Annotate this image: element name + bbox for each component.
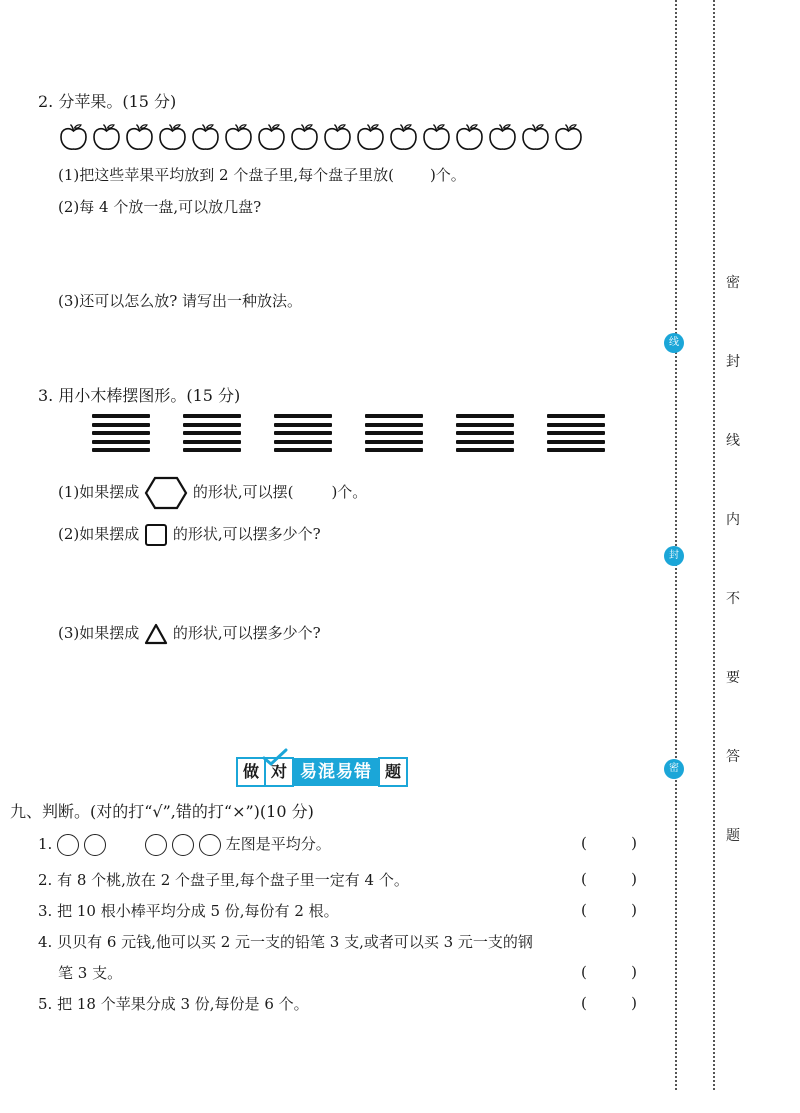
apple-icon	[355, 122, 386, 152]
seal-dotted-line-outer	[713, 0, 715, 1090]
q3-p3-suffix: 的形状,可以摆多少个?	[172, 624, 321, 642]
wooden-stick	[274, 414, 332, 418]
apple-icon	[256, 122, 287, 152]
judge-item-4: 4. 贝贝有 6 元钱,他可以买 2 元一支的铅笔 3 支,或者可以买 3 元一支的钢	[38, 933, 533, 951]
apple-icon	[388, 122, 419, 152]
seal-char: 题	[726, 828, 740, 844]
wooden-stick	[456, 448, 514, 452]
question-2-title: 2. 分苹果。(15 分)	[38, 92, 177, 111]
q3-p1-mid: 的形状,可以摆(	[192, 483, 294, 501]
wooden-stick	[547, 414, 605, 418]
wooden-stick	[92, 414, 150, 418]
judge-item-number: 1.	[38, 835, 53, 853]
circle-icon	[57, 834, 79, 856]
apple-icon	[58, 122, 89, 152]
apple-row	[58, 122, 584, 152]
wooden-stick	[456, 440, 514, 444]
wooden-stick	[365, 414, 423, 418]
wooden-stick	[92, 440, 150, 444]
wooden-stick	[92, 431, 150, 435]
wooden-stick	[92, 423, 150, 427]
seal-badge-3: 密	[664, 759, 684, 779]
circle-icon	[145, 834, 167, 856]
wooden-stick	[456, 423, 514, 427]
seal-dotted-line-inner	[675, 0, 677, 1090]
wooden-stick	[183, 423, 241, 427]
question-2-part-3: (3)还可以怎么放? 请写出一种放法。	[58, 292, 303, 310]
question-3-title: 3. 用小木棒摆图形。(15 分)	[38, 386, 241, 405]
wooden-stick	[183, 448, 241, 452]
stick-bundle	[92, 414, 150, 452]
q3-p1-suffix: )个。	[331, 483, 368, 501]
q3-p1-text: (1)如果摆成	[58, 483, 140, 501]
triangle-icon	[144, 623, 168, 645]
answer-paren-3[interactable]: ( )	[581, 901, 637, 919]
question-2-part-1	[58, 165, 466, 185]
apple-icon	[322, 122, 353, 152]
question-3-part-2	[58, 522, 321, 547]
wooden-stick	[274, 423, 332, 427]
wooden-stick	[547, 431, 605, 435]
banner-title: 易混易错	[294, 758, 378, 786]
wooden-stick	[183, 440, 241, 444]
checkmark-icon	[262, 748, 288, 766]
banner-second-char: 对	[266, 757, 294, 787]
apple-icon	[157, 122, 188, 152]
wooden-stick	[92, 448, 150, 452]
wooden-stick	[365, 431, 423, 435]
section-9-title: 九、判断。(对的打“√”,错的打“×”)(10 分)	[10, 802, 314, 821]
wooden-stick	[183, 414, 241, 418]
stick-bundles	[92, 414, 605, 452]
apple-icon	[289, 122, 320, 152]
stick-bundle	[456, 414, 514, 452]
wooden-stick	[274, 448, 332, 452]
stick-bundle	[365, 414, 423, 452]
wooden-stick	[547, 423, 605, 427]
question-3-part-3	[58, 621, 321, 645]
apple-icon	[190, 122, 221, 152]
answer-paren-2[interactable]: ( )	[581, 870, 637, 888]
apple-icon	[223, 122, 254, 152]
answer-paren-5[interactable]: ( )	[581, 994, 637, 1012]
apple-icon	[520, 122, 551, 152]
apple-icon	[91, 122, 122, 152]
wooden-stick	[547, 440, 605, 444]
wooden-stick	[456, 431, 514, 435]
wooden-stick	[365, 448, 423, 452]
judge-item-3: 3. 把 10 根小棒平均分成 5 份,每份有 2 根。	[38, 902, 339, 920]
seal-char: 密	[726, 275, 740, 291]
stick-bundle	[274, 414, 332, 452]
stick-bundle	[547, 414, 605, 452]
judge-item-2: 2. 有 8 个桃,放在 2 个盘子里,每个盘子里一定有 4 个。	[38, 871, 409, 889]
judge-item-5: 5. 把 18 个苹果分成 3 份,每份是 6 个。	[38, 995, 309, 1013]
judge-item-text: 左图是平均分。	[225, 835, 331, 853]
wooden-stick	[456, 414, 514, 418]
q2-p1-suffix: )个。	[429, 166, 466, 184]
seal-char: 要	[726, 670, 740, 686]
seal-badge-1: 线	[664, 333, 684, 353]
q3-p3-text: (3)如果摆成	[58, 624, 140, 642]
apple-icon	[454, 122, 485, 152]
wooden-stick	[365, 440, 423, 444]
stick-bundle	[183, 414, 241, 452]
banner-right-char: 题	[378, 757, 408, 787]
apple-icon	[487, 122, 518, 152]
judge-item-4-continued: 笔 3 支。	[58, 964, 123, 982]
apple-icon	[421, 122, 452, 152]
answer-paren-4[interactable]: ( )	[581, 963, 637, 981]
wooden-stick	[365, 423, 423, 427]
q2-p1-text: (1)把这些苹果平均放到 2 个盘子里,每个盘子里放(	[58, 166, 394, 184]
circle-icon	[84, 834, 106, 856]
wooden-stick	[183, 431, 241, 435]
seal-char: 答	[726, 749, 740, 765]
judge-item-1	[38, 832, 331, 856]
seal-char: 封	[726, 354, 740, 370]
seal-char: 内	[726, 512, 740, 528]
seal-char: 线	[726, 433, 740, 449]
answer-paren-1[interactable]: ( )	[581, 834, 637, 852]
circle-icon	[199, 834, 221, 856]
hexagon-icon	[144, 476, 188, 510]
apple-icon	[553, 122, 584, 152]
seal-badge-2: 封	[664, 546, 684, 566]
question-3-part-1	[58, 476, 367, 510]
wooden-stick	[547, 448, 605, 452]
apple-icon	[124, 122, 155, 152]
wooden-stick	[274, 431, 332, 435]
square-icon	[144, 523, 168, 547]
q3-p2-text: (2)如果摆成	[58, 525, 140, 543]
wooden-stick	[274, 440, 332, 444]
q3-p2-suffix: 的形状,可以摆多少个?	[172, 525, 321, 543]
question-2-part-2: (2)每 4 个放一盘,可以放几盘?	[58, 198, 262, 216]
banner-left-char: 做	[236, 757, 266, 787]
circle-icon	[172, 834, 194, 856]
seal-char: 不	[726, 591, 740, 607]
